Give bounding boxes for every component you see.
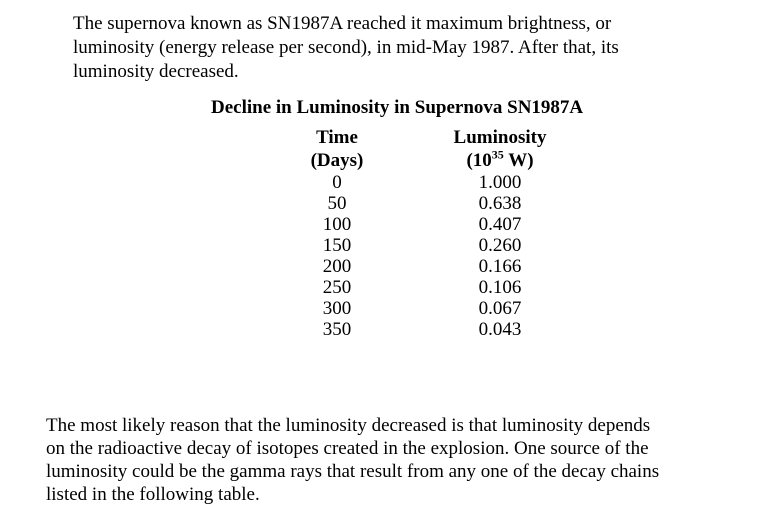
luminosity-column <box>440 126 560 340</box>
luminosity-cell: 1.000 <box>478 172 522 193</box>
time-cell: 150 <box>322 235 352 256</box>
outro-line: luminosity could be the gamma rays that result from any one of the decay chains <box>46 461 660 482</box>
outro-paragraph <box>46 414 766 506</box>
luminosity-cell: 0.043 <box>478 319 522 340</box>
luminosity-cell: 0.166 <box>478 256 522 277</box>
outro-line: The most likely reason that the luminosity decreased is that luminosity depends <box>46 415 651 436</box>
intro-line: luminosity decreased. <box>73 61 239 82</box>
time-cell: 0 <box>332 172 342 193</box>
luminosity-unit-prefix: (10 <box>466 150 492 171</box>
time-cell: 350 <box>322 319 352 340</box>
table-title: Decline in Luminosity in Supernova SN1987A <box>211 97 584 118</box>
outro-line: listed in the following table. <box>46 484 260 505</box>
luminosity-cell: 0.106 <box>478 277 522 298</box>
luminosity-cell: 0.638 <box>478 193 522 214</box>
luminosity-unit-exponent: 35 <box>491 147 504 162</box>
intro-paragraph <box>73 12 753 84</box>
time-header: Time <box>316 127 358 148</box>
time-cell: 200 <box>322 256 352 277</box>
luminosity-cell: 0.067 <box>478 298 522 319</box>
time-unit-header: (Days) <box>310 150 364 171</box>
luminosity-unit-header <box>440 149 560 172</box>
time-cell: 100 <box>322 214 352 235</box>
luminosity-header: Luminosity <box>453 127 547 148</box>
outro-line: on the radioactive decay of isotopes created in the explosion. One source of the <box>46 438 649 459</box>
intro-line: luminosity (energy release per second), in mid-May 1987. After that, its <box>73 37 619 58</box>
time-column <box>292 126 382 340</box>
time-cell: 250 <box>322 277 352 298</box>
luminosity-unit-suffix: W) <box>503 150 534 171</box>
time-cell: 300 <box>322 298 352 319</box>
intro-line: The supernova known as SN1987A reached it maximum brightness, or <box>73 13 612 34</box>
time-cell: 50 <box>327 193 347 214</box>
luminosity-cell: 0.260 <box>478 235 522 256</box>
luminosity-cell: 0.407 <box>478 214 522 235</box>
